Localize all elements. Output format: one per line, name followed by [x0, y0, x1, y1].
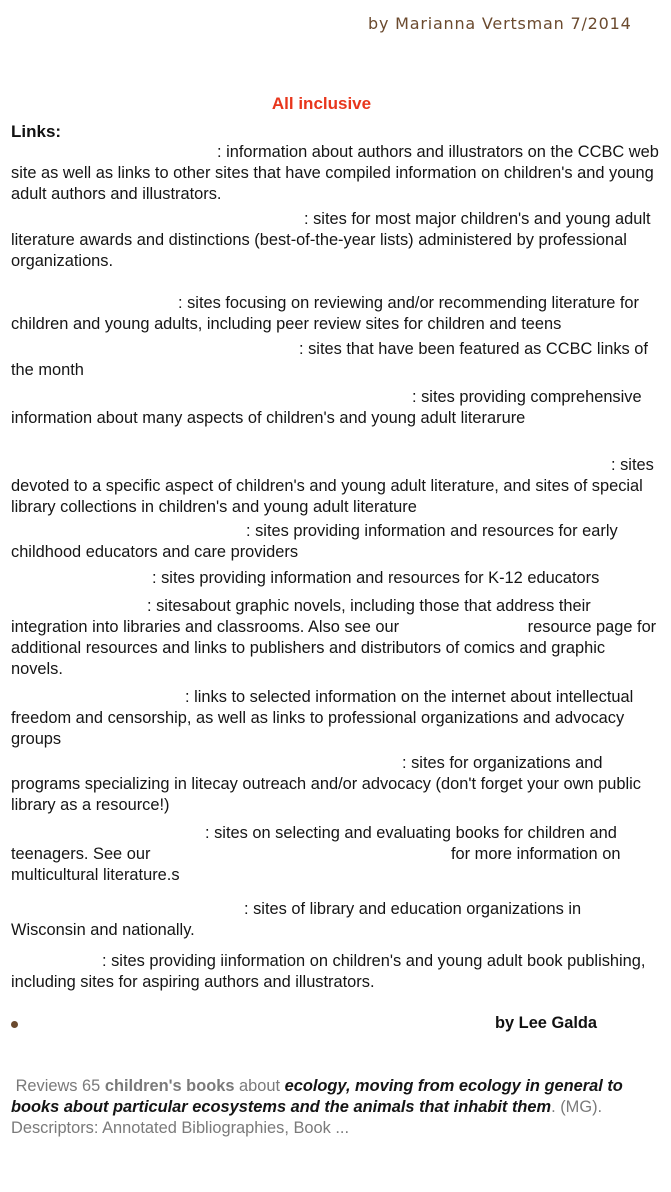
review-keyword: children's books	[104, 1077, 235, 1095]
entry-text: : sites providing information and resources for early childhood educators and care providers	[11, 522, 618, 561]
list-item-comprehensive	[11, 387, 659, 429]
entry-text: : sites on selecting and evaluating books for children and teenagers. See our	[11, 824, 617, 863]
entry-text: : sites providing information and resources for K-12 educators	[152, 569, 600, 587]
entry-text: : sites providing comprehensive information about many aspects of children's and young adult literarure	[11, 388, 642, 427]
list-item-organizations	[11, 899, 659, 941]
list-item-graphic-novels	[11, 596, 659, 680]
entry-text: : information about authors and illustrators on the CCBC web site as well as links to other sites that have compiled information on children's and young adult authors and illustrators.	[11, 143, 659, 203]
list-item-selecting-books	[11, 823, 659, 886]
review-mid: about	[239, 1077, 281, 1095]
entry-text: : sites of library and education organizations in Wisconsin and nationally.	[11, 900, 582, 939]
list-item-awards	[11, 209, 659, 272]
page-title: All inclusive	[271, 94, 372, 113]
entry-text: : sites focusing on reviewing and/or recommending literature for children and young adults, including peer review sites for children and teens	[11, 294, 639, 333]
list-item-links-of-month	[11, 339, 659, 381]
list-item-specific-aspect	[11, 455, 659, 518]
entry-text: : sites for organizations and programs specializing in litecay outreach and/or advocacy (don't forget your own public library as a resource!)	[11, 754, 641, 814]
list-item-intellectual-freedom	[11, 687, 659, 750]
entry-text: : links to selected information on the internet about intellectual freedom and censorship, as well as links to professional organizations and advocacy groups	[11, 688, 634, 748]
author-credit: by Lee Galda	[495, 1014, 598, 1032]
list-item-early-childhood	[11, 521, 659, 563]
review-snippet	[11, 1076, 659, 1139]
entry-text: : sites that have been featured as CCBC links of the month	[11, 340, 648, 379]
links-label: Links:	[11, 122, 62, 141]
list-item-publishing	[11, 951, 659, 993]
review-prefix: Reviews 65	[15, 1077, 101, 1095]
entry-text: : sites devoted to a specific aspect of children's and young adult literature, and sites of special library collections in children's and young adult literature	[11, 456, 654, 516]
list-item-reviews	[11, 293, 659, 335]
entry-text-continued: resource page for additional resources and links to publishers and distributors of comics and graphic novels.	[11, 618, 657, 678]
entry-text: : sites providing iinformation on children's and young adult book publishing, including sites for aspiring authors and illustrators.	[11, 952, 646, 991]
byline: by Marianna Vertsman 7/2014	[368, 14, 632, 33]
list-item-literacy-outreach	[11, 753, 659, 816]
list-item-authors-illustrators	[11, 142, 659, 205]
list-item-k12	[11, 568, 659, 589]
entry-text-continued: for more information on multicultural literature.s	[11, 845, 621, 884]
review-emphasis: ecology, moving from ecology in general to books about particular ecosystems and the animals that inhabit them	[11, 1077, 623, 1116]
entry-text: : sites for most major children's and young adult literature awards and distinctions (best-of-the-year lists) administered by professional organizations.	[11, 210, 651, 270]
review-suffix: . (MG). Descriptors: Annotated Bibliographies, Book ...	[11, 1098, 603, 1137]
entry-text: : sitesabout graphic novels, including those that address their integration into libraries and classrooms. Also see our	[11, 597, 591, 636]
bullet-icon	[11, 1021, 18, 1028]
